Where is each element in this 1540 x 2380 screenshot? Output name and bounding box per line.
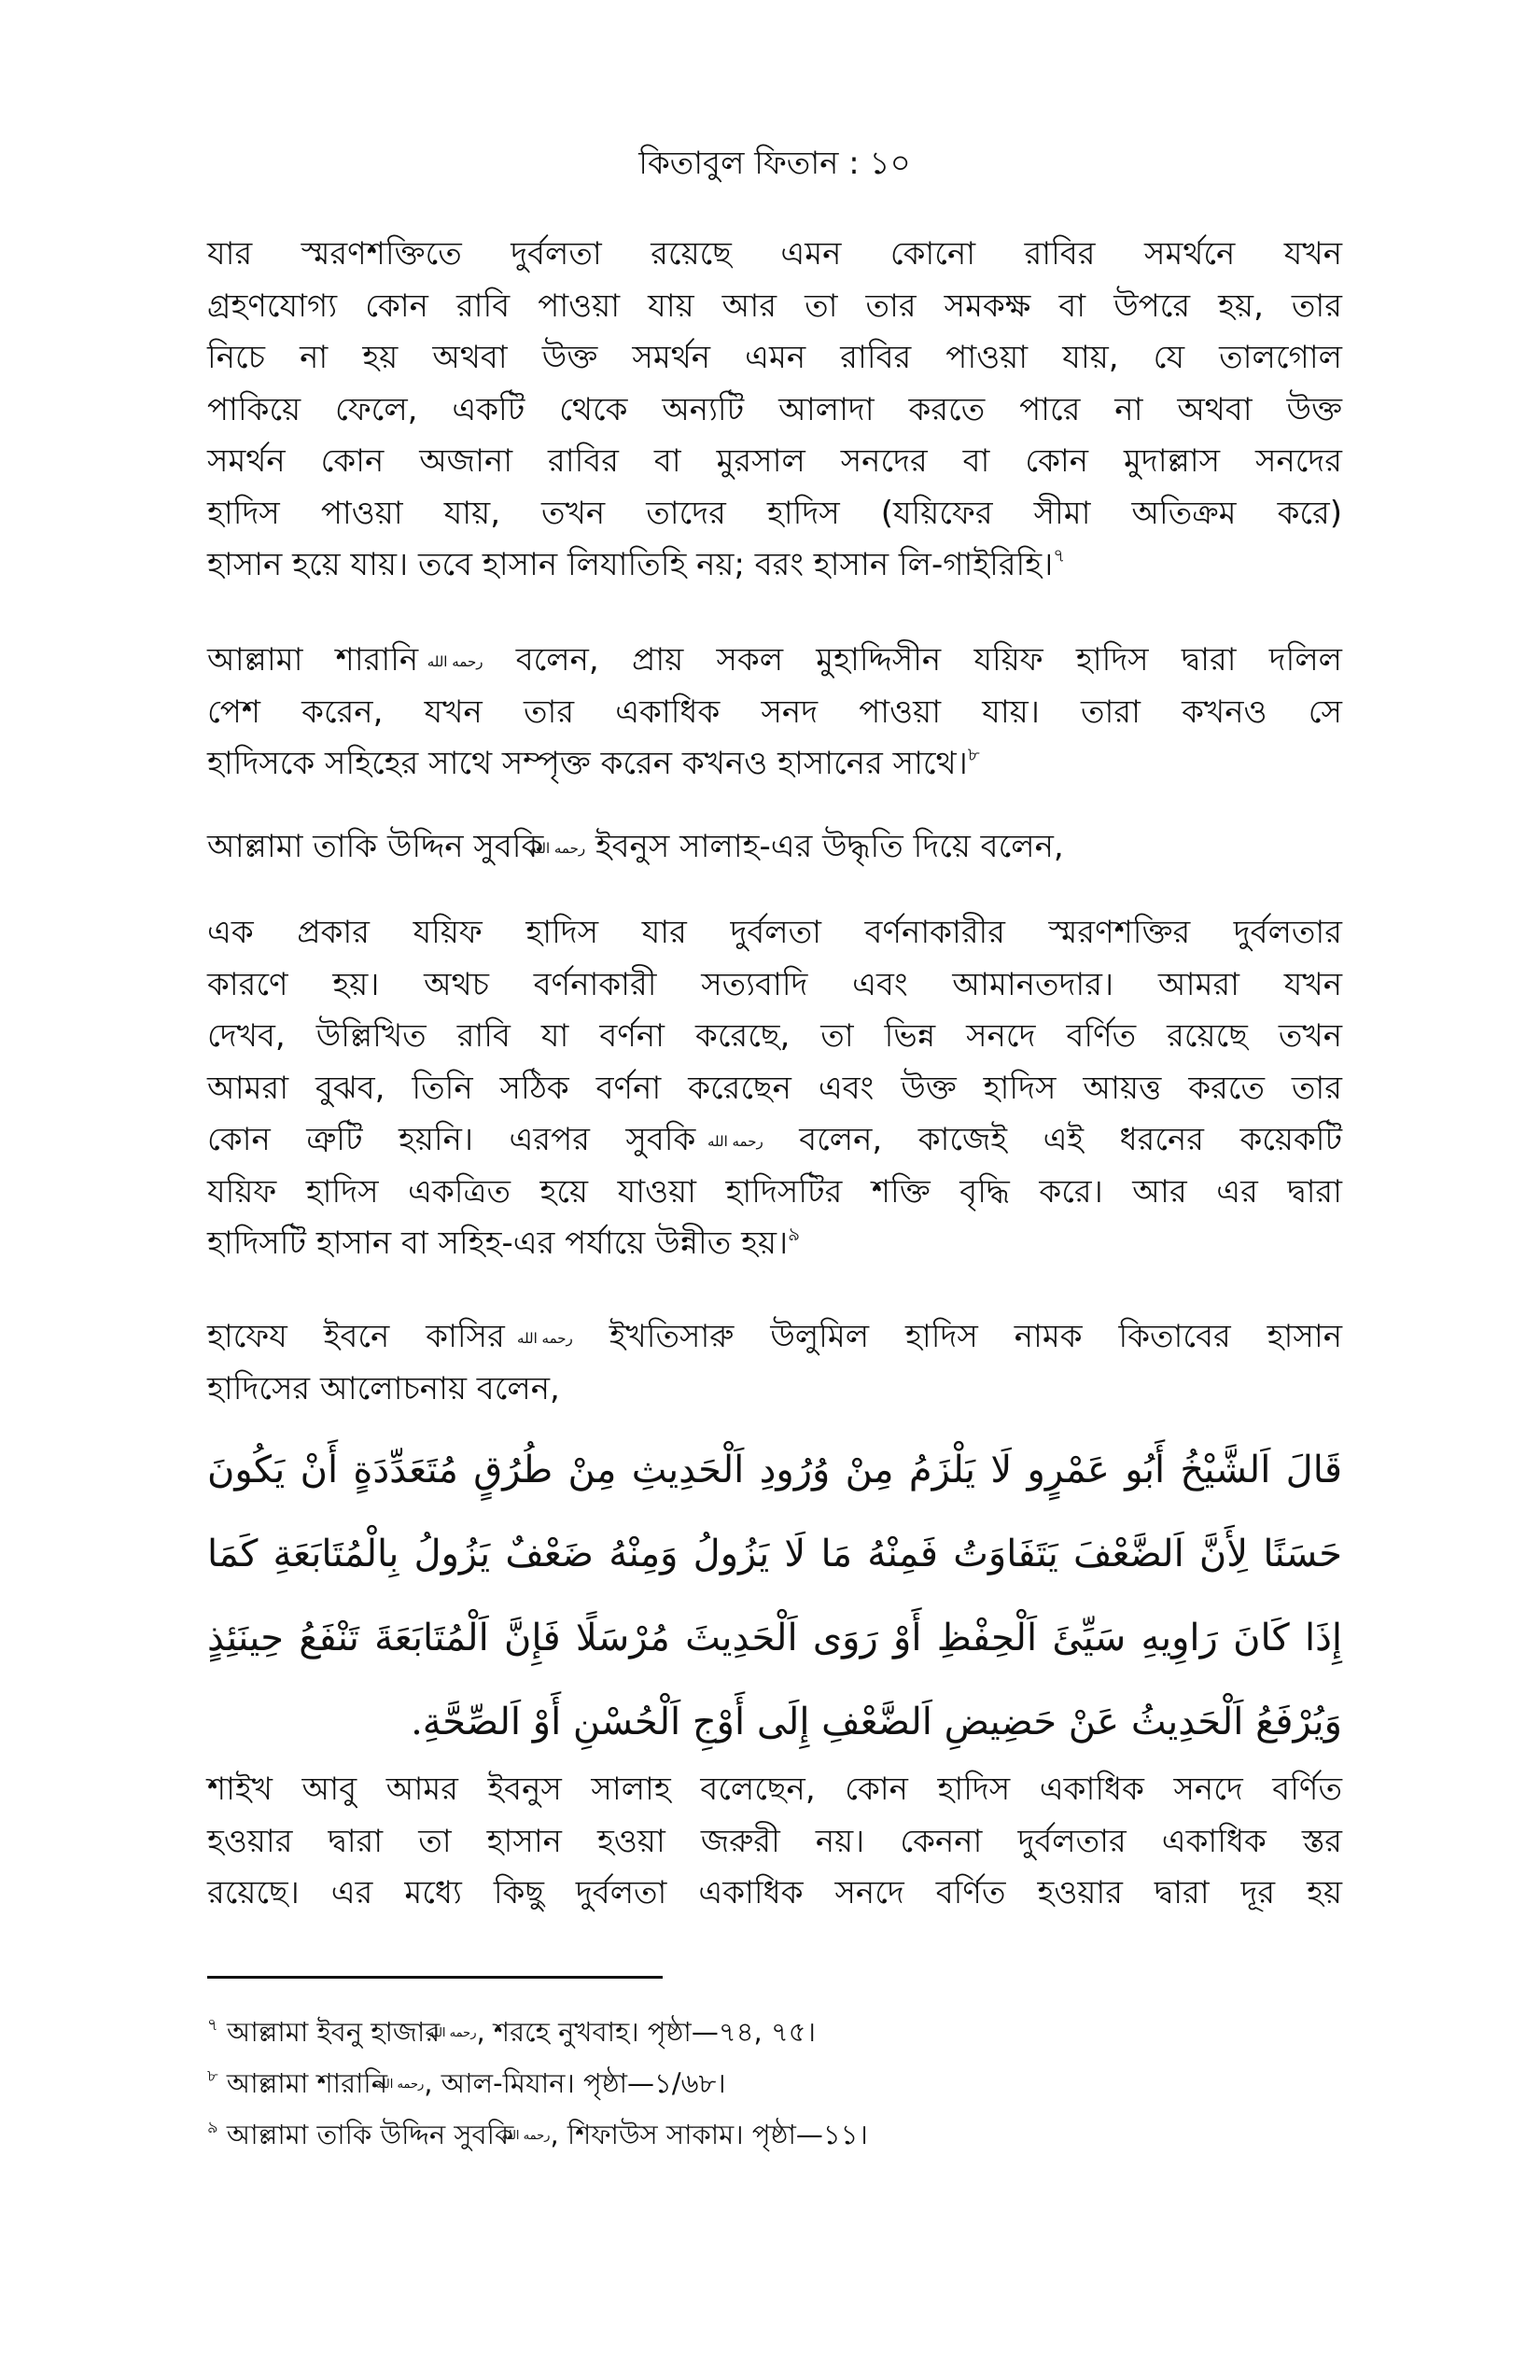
- text-segment: ইবনুস সালাহ-এর উদ্ধৃতি দিয়ে বলেন,: [595, 828, 1064, 865]
- running-header: কিতাবুল ফিতান : ১০: [638, 145, 911, 182]
- text-line: শাইখ আবু আমর ইবনুস সালাহ বলেছেন, কোন হাদিস একাধিক সনদে বর্ণিত: [207, 1771, 1342, 1808]
- text-line: [207, 821, 1342, 874]
- rahimahullah-honorific-icon: رحمه الله: [529, 839, 586, 857]
- rahimahullah-honorific-icon: رحمه الله: [427, 652, 483, 670]
- rahimahullah-honorific-icon: رحمه الله: [375, 2078, 425, 2092]
- footnote-text: , আল-মিযান। পৃষ্ঠা—১/৬৮।: [424, 2067, 726, 2099]
- text-line: হাসান হয়ে যায়। তবে হাসান লিযাতিহি নয়; বরং হাসান লি-গাইরিহি।: [207, 546, 1054, 583]
- text-segment: ইখতিসারু উলুমিল হাদিস নামক কিতাবের হাসান: [609, 1318, 1342, 1355]
- text-line: হাদিসটি হাসান বা সহিহ-এর পর্যায়ে উন্নীত হয়।: [207, 1225, 789, 1262]
- paragraph-1: [207, 229, 1342, 592]
- text-line: [207, 1114, 1342, 1167]
- text-line: হাদিসের আলোচনায় বলেন,: [207, 1369, 560, 1407]
- paragraph-5: [207, 1311, 1342, 1415]
- rahimahullah-honorific-icon: رحمه الله: [501, 2129, 551, 2143]
- text-line: যার স্মরণশক্তিতে দুর্বলতা রয়েছে এমন কোনো রাবির সমর্থনে যখন: [207, 235, 1342, 273]
- text-line: এক প্রকার যয়িফ হাদিস যার দুর্বলতা বর্ণনাকারীর স্মরণশক্তির দুর্বলতার: [207, 914, 1342, 951]
- text-segment: বলেন, প্রায় সকল মুহাদ্দিসীন যয়িফ হাদিস দ্বারা দলিল: [515, 641, 1342, 679]
- footnote-ref-8[interactable]: ৮: [967, 743, 980, 765]
- text-line: হাদিসকে সহিহের সাথে সম্পৃক্ত করেন কখনও হাসানের সাথে।: [207, 745, 968, 782]
- footnote-7: [207, 2007, 1342, 2058]
- text-line: নিচে না হয় অথবা উক্ত সমর্থন এমন রাবির পাওয়া যায়, যে তালগোল: [207, 339, 1342, 376]
- footnote-number: ৭: [207, 2015, 218, 2035]
- footnote-text: , শরহে নুখবাহ। পৃষ্ঠা—৭৪, ৭৫।: [476, 2016, 816, 2048]
- rahimahullah-honorific-icon: رحمه الله: [427, 2026, 477, 2040]
- paragraph-3: [207, 821, 1342, 874]
- text-line: কারণে হয়। অথচ বর্ণনাকারী সত্যবাদি এবং আমানতদার। আমরা যখন: [207, 965, 1342, 1003]
- text-line: সমর্থন কোন অজানা রাবির বা মুরসাল সনদের বা কোন মুদাল্লাস সনদের: [207, 442, 1342, 480]
- rahimahullah-honorific-icon: رحمه الله: [707, 1132, 763, 1150]
- text-line: গ্রহণযোগ্য কোন রাবি পাওয়া যায় আর তা তার সমকক্ষ বা উপরে হয়, তার: [207, 287, 1342, 325]
- text-line: [207, 635, 1342, 687]
- text-line: পেশ করেন, যখন তার একাধিক সনদ পাওয়া যায়। তারা কখনও সে: [207, 693, 1342, 731]
- footnote-number: ৮: [207, 2066, 218, 2086]
- text-segment: কোন ত্রুটি হয়নি। এরপর সুবকি: [207, 1121, 696, 1158]
- book-page: [207, 0, 1342, 2380]
- text-line: হওয়ার দ্বারা তা হাসান হওয়া জরুরী নয়। কেননা দুর্বলতার একাধিক স্তর: [207, 1822, 1342, 1860]
- footnote-9: [207, 2109, 1342, 2161]
- arabic-line: إِذَا كَانَ رَاوِيهِ سَيِّئَ اَلْحِفْظِ أَوْ رَوَى اَلْحَدِيثَ مُرْسَلًا فَإِنَّ اَلْمُتَابَعَةَ تَنْفَعُ حِينَئِذٍ: [207, 1617, 1342, 1659]
- text-segment: বলেন, কাজেই এই ধরনের কয়েকটি: [799, 1121, 1342, 1158]
- text-line: হাদিস পাওয়া যায়, তখন তাদের হাদিস (যয়িফের সীমা অতিক্রম করে): [207, 494, 1342, 532]
- paragraph-4: [207, 907, 1342, 1270]
- arabic-line: وَيُرْفَعُ اَلْحَدِيثُ عَنْ حَضِيضِ اَلضَّعْفِ إِلَى أَوْجِ اَلْحُسْنِ أَوْ اَلصِّحَّةِ.: [411, 1701, 1342, 1743]
- text-line: [207, 1311, 1342, 1364]
- footnote-separator: [207, 1976, 663, 1979]
- footnote-text: আল্লামা ইবনু হাজার: [226, 2016, 441, 2048]
- footnote-8: [207, 2058, 1342, 2109]
- text-line: যয়িফ হাদিস একত্রিত হয়ে যাওয়া হাদিসটির শক্তি বৃদ্ধি করে। আর এর দ্বারা: [207, 1172, 1342, 1211]
- footnote-text: আল্লামা তাকি উদ্দিন সুবকি: [226, 2119, 514, 2150]
- paragraph-6: [207, 1764, 1342, 1920]
- arabic-quotation: [207, 1428, 1342, 1764]
- footnote-text: আল্লামা শারানি: [226, 2067, 388, 2099]
- footnote-number: ৯: [207, 2118, 218, 2137]
- text-line: রয়েছে। এর মধ্যে কিছু দুর্বলতা একাধিক সনদে বর্ণিত হওয়ার দ্বারা দূর হয়: [207, 1874, 1342, 1911]
- arabic-line: حَسَنًا لِأَنَّ اَلضَّعْفَ يَتَفَاوَتُ فَمِنْهُ مَا لَا يَزُولُ وَمِنْهُ ضَعْفٌ يَزُولُ بِالْمُتَابَعَةِ كَمَا: [207, 1533, 1342, 1575]
- text-line: পাকিয়ে ফেলে, একটি থেকে অন্যটি আলাদা করতে পারে না অথবা উক্ত: [207, 390, 1342, 428]
- text-segment: আল্লামা শারানি: [207, 641, 419, 679]
- text-segment: হাফেয ইবনে কাসির: [207, 1318, 505, 1355]
- footnote-ref-7[interactable]: ৭: [1053, 544, 1066, 567]
- text-line-last: [207, 539, 1342, 592]
- footnote-ref-9[interactable]: ৯: [788, 1223, 801, 1245]
- text-line: আমরা বুঝব, তিনি সঠিক বর্ণনা করেছেন এবং উক্ত হাদিস আয়ত্ত করতে তার: [207, 1069, 1342, 1107]
- rahimahullah-honorific-icon: رحمه الله: [517, 1329, 573, 1347]
- text-segment: আল্লামা তাকি উদ্দিন সুবকি: [207, 828, 544, 865]
- text-line-last: [207, 1218, 1342, 1270]
- arabic-line: قَالَ اَلشَّيْخُ أَبُو عَمْرٍو لَا يَلْزَمُ مِنْ وُرُودِ اَلْحَدِيثِ مِنْ طُرُقٍ مُتَعَدِّدَةٍ أَنْ يَكُونَ: [207, 1449, 1342, 1491]
- footnote-text: , শিফাউস সাকাম। পৃষ্ঠা—১১।: [550, 2119, 868, 2150]
- footnotes: [207, 2007, 1342, 2161]
- paragraph-2: [207, 635, 1342, 791]
- text-line-last: [207, 738, 1342, 791]
- text-line: দেখব, উল্লিখিত রাবি যা বর্ণনা করেছে, তা ভিন্ন সনদে বর্ণিত রয়েছে তখন: [207, 1017, 1342, 1055]
